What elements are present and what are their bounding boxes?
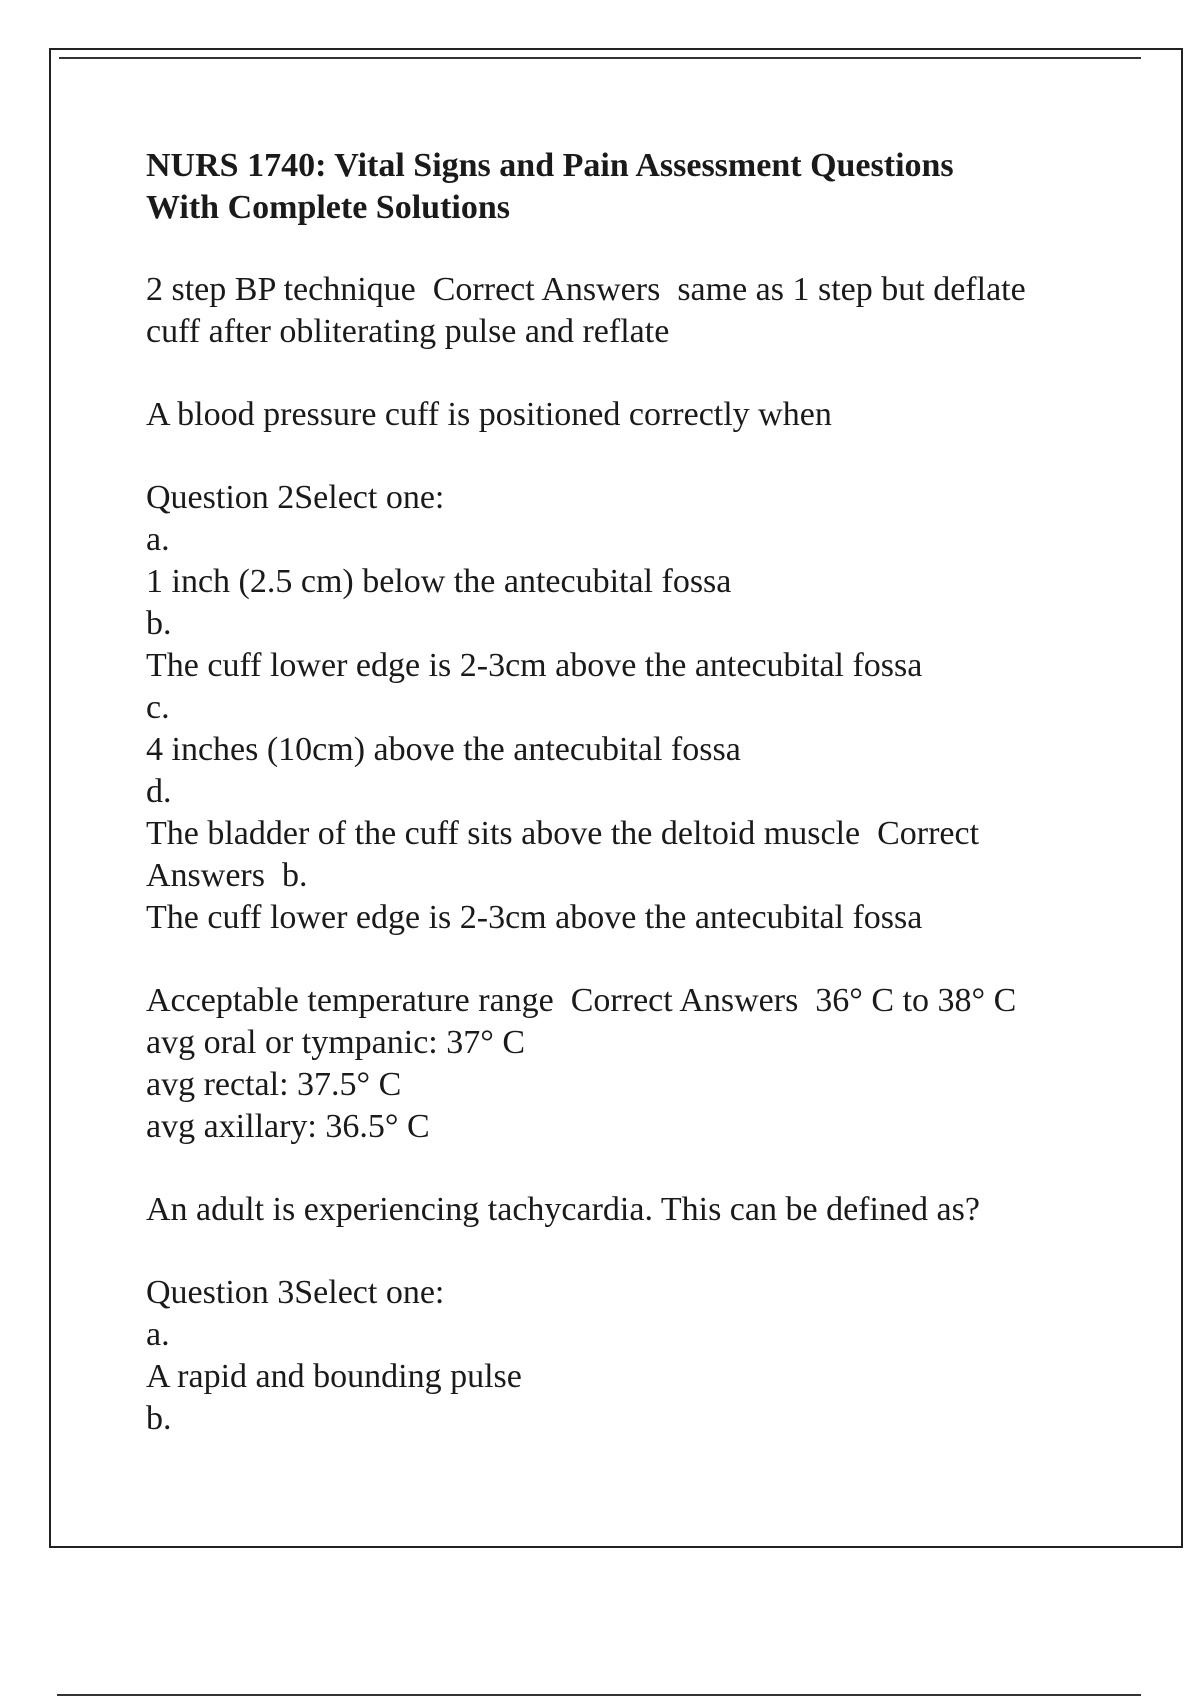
question-stem: [146, 394, 1106, 436]
text-line: avg oral or tympanic: 37° C: [146, 1024, 526, 1061]
question-label: Question 2Select one:: [146, 479, 445, 516]
qa-block-temperature: [146, 980, 1106, 1148]
option-text: A rapid and bounding pulse: [146, 1358, 522, 1395]
text-line: Acceptable temperature range Correct Answers 36° C to 38° C: [146, 982, 1017, 1019]
top-rule: [59, 57, 1141, 59]
question-label: Question 3Select one:: [146, 1274, 445, 1311]
question-3-options: [146, 1272, 1106, 1440]
option-text: The bladder of the cuff sits above the deltoid muscle Correct: [146, 815, 980, 852]
option-letter: a.: [146, 521, 170, 558]
title-line: With Complete Solutions: [146, 189, 510, 226]
text-line: cuff after obliterating pulse and reflate: [146, 313, 670, 350]
answer-text: Answers b.: [146, 857, 308, 894]
text-line: A blood pressure cuff is positioned correctly when: [146, 396, 832, 433]
question-2-options: [146, 477, 1106, 939]
text-line: avg rectal: 37.5° C: [146, 1066, 402, 1103]
bottom-rule: [57, 1694, 1141, 1696]
option-letter: b.: [146, 605, 172, 642]
title-line: NURS 1740: Vital Signs and Pain Assessment Questions: [146, 147, 954, 184]
option-text: 1 inch (2.5 cm) below the antecubital fossa: [146, 563, 732, 600]
document-body: [146, 145, 1106, 1481]
document-title: [146, 145, 1106, 229]
option-text: The cuff lower edge is 2-3cm above the antecubital fossa: [146, 647, 923, 684]
answer-text: The cuff lower edge is 2-3cm above the antecubital fossa: [146, 899, 923, 936]
text-line: avg axillary: 36.5° C: [146, 1108, 430, 1145]
option-letter: d.: [146, 773, 172, 810]
option-letter: b.: [146, 1400, 172, 1437]
option-text: 4 inches (10cm) above the antecubital fossa: [146, 731, 741, 768]
question-stem: [146, 1189, 1106, 1231]
text-line: An adult is experiencing tachycardia. This can be defined as?: [146, 1191, 980, 1228]
qa-block-bp-technique: [146, 269, 1106, 353]
text-line: 2 step BP technique Correct Answers same as 1 step but deflate: [146, 271, 1026, 308]
option-letter: c.: [146, 689, 170, 726]
option-letter: a.: [146, 1316, 170, 1353]
